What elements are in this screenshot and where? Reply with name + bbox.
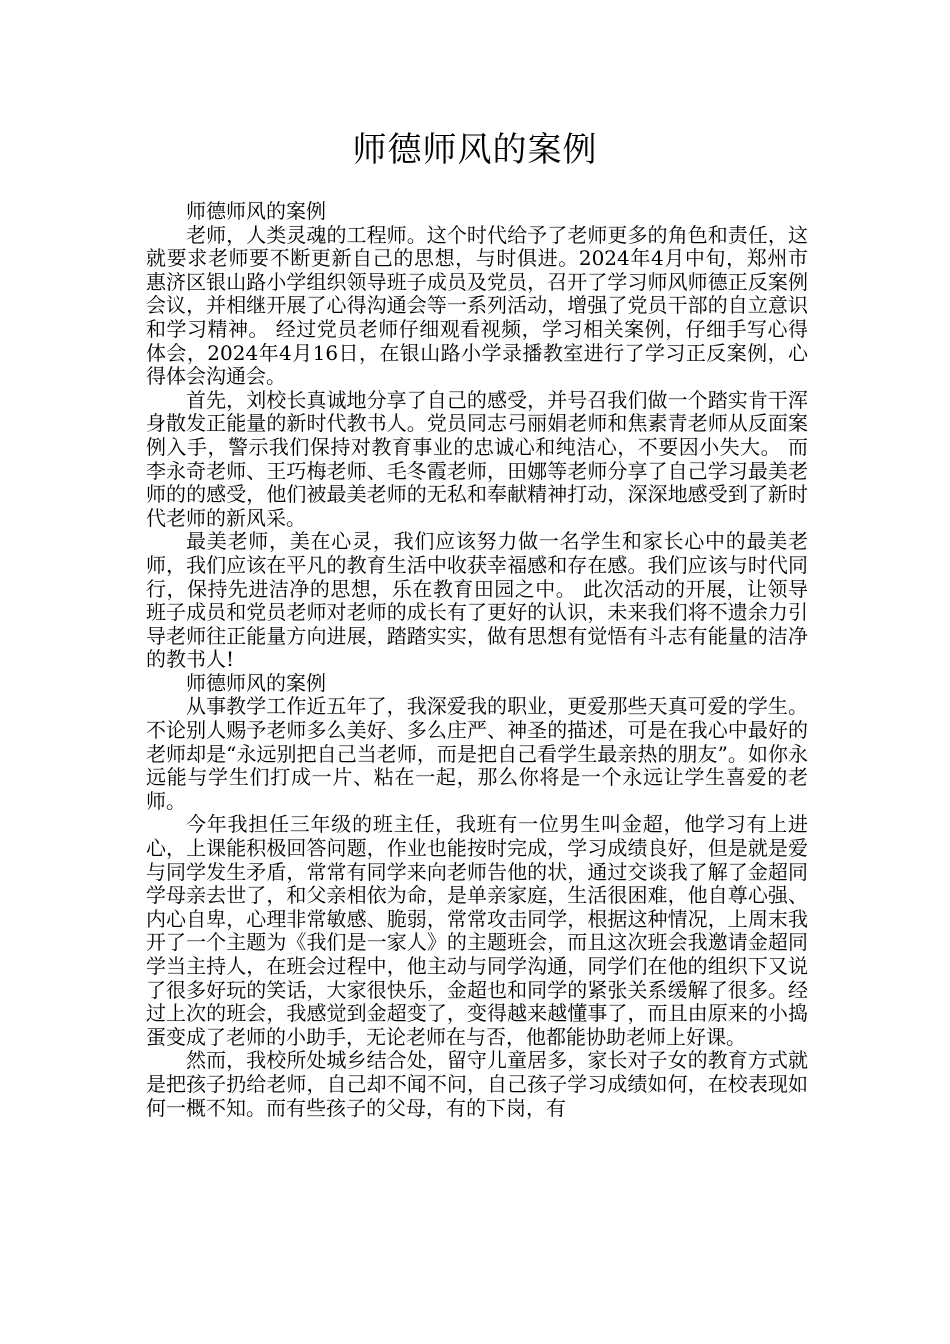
- document-title: 师德师风的案例: [352, 130, 598, 170]
- paragraph: 然而，我校所处城乡结合处，留守儿童居多，家长对子女的教育方式就是把孩子扔给老师，自己却不闻不问，自己孩子学习成绩如何，在校表现如何一概不知。而有些孩子的父母，有的下岗，有: [146, 1048, 808, 1120]
- paragraph: 老师，人类灵魂的工程师。这个时代给予了老师更多的角色和责任，这就要求老师要不断更新自己的思想，与时俱进。2024年4月中旬，郑州市惠济区银山路小学组织领导班子成员及党员，召开了学习师风师德正反案例会议，并相继开展了心得沟通会等一系列活动，增强了党员干部的自立意识和学习精神。 经过党员老师仔细观看视频，学习相关案例，仔细手写心得体会，2024年4月16日，在银山路小学录播教室进行了学习正反案例，心得体会沟通会。: [146, 222, 808, 389]
- section-heading: 师德师风的案例: [186, 199, 326, 223]
- paragraph: 今年我担任三年级的班主任，我班有一位男生叫金超，他学习有上进心，上课能积极回答问题，作业也能按时完成，学习成绩良好，但是就是爱与同学发生矛盾，常常有同学来向老师告他的状，通过交谈我了解了金超同学母亲去世了，和父亲相依为命，是单亲家庭，生活很困难，他自尊心强、内心自卑，心理非常敏感、脆弱，常常攻击同学，根据这种情况，上周末我开了一个主题为《我们是一家人》的主题班会，而且这次班会我邀请金超同学当主持人，在班会过程中，他主动与同学沟通，同学们在他的组织下又说了很多好玩的笑话，大家很快乐，金超也和同学的紧张关系缓解了很多。经过上次的班会，我感觉到金超变了，变得越来越懂事了，而且由原来的小捣蛋变成了老师的小助手，无论老师在与否，他都能协助老师上好课。: [146, 812, 808, 1049]
- section-heading: 师德师风的案例: [186, 670, 326, 695]
- paragraph: 从事教学工作近五年了，我深爱我的职业，更爱那些天真可爱的学生。不论别人赐予老师多么美好、多么庄严、神圣的描述，可是在我心中最好的老师却是“永远别把自己当老师，而是把自己看学生最亲热的朋友”。如你永远能与学生们打成一片、粘在一起，那么你将是一个永远让学生喜爱的老师。: [146, 694, 808, 813]
- paragraph: 首先，刘校长真诚地分享了自己的感受，并号召我们做一个踏实肯干浑身散发正能量的新时代教书人。党员同志弓丽娟老师和焦素青老师从反面案例入手，警示我们保持对教育事业的忠诚心和纯洁心，不要因小失大。 而李永奇老师、王巧梅老师、毛冬霞老师，田娜等老师分享了自己学习最美老师的的感受，他们被最美老师的无私和奉献精神打动，深深地感受到了新时代老师的新风采。: [146, 387, 808, 530]
- document-body: [146, 200, 808, 1120]
- paragraph: 最美老师，美在心灵，我们应该努力做一名学生和家长心中的最美老师，我们应该在平凡的教育生活中收获幸福感和存在感。我们应该与时代同行，保持先进洁净的思想，乐在教育田园之中。 此次活动的开展，让领导班子成员和党员老师对老师的成长有了更好的认识，未来我们将不遗余力引导老师往正能量方向进展，踏踏实实，做有思想有觉悟有斗志有能量的洁净的教书人!: [146, 529, 808, 672]
